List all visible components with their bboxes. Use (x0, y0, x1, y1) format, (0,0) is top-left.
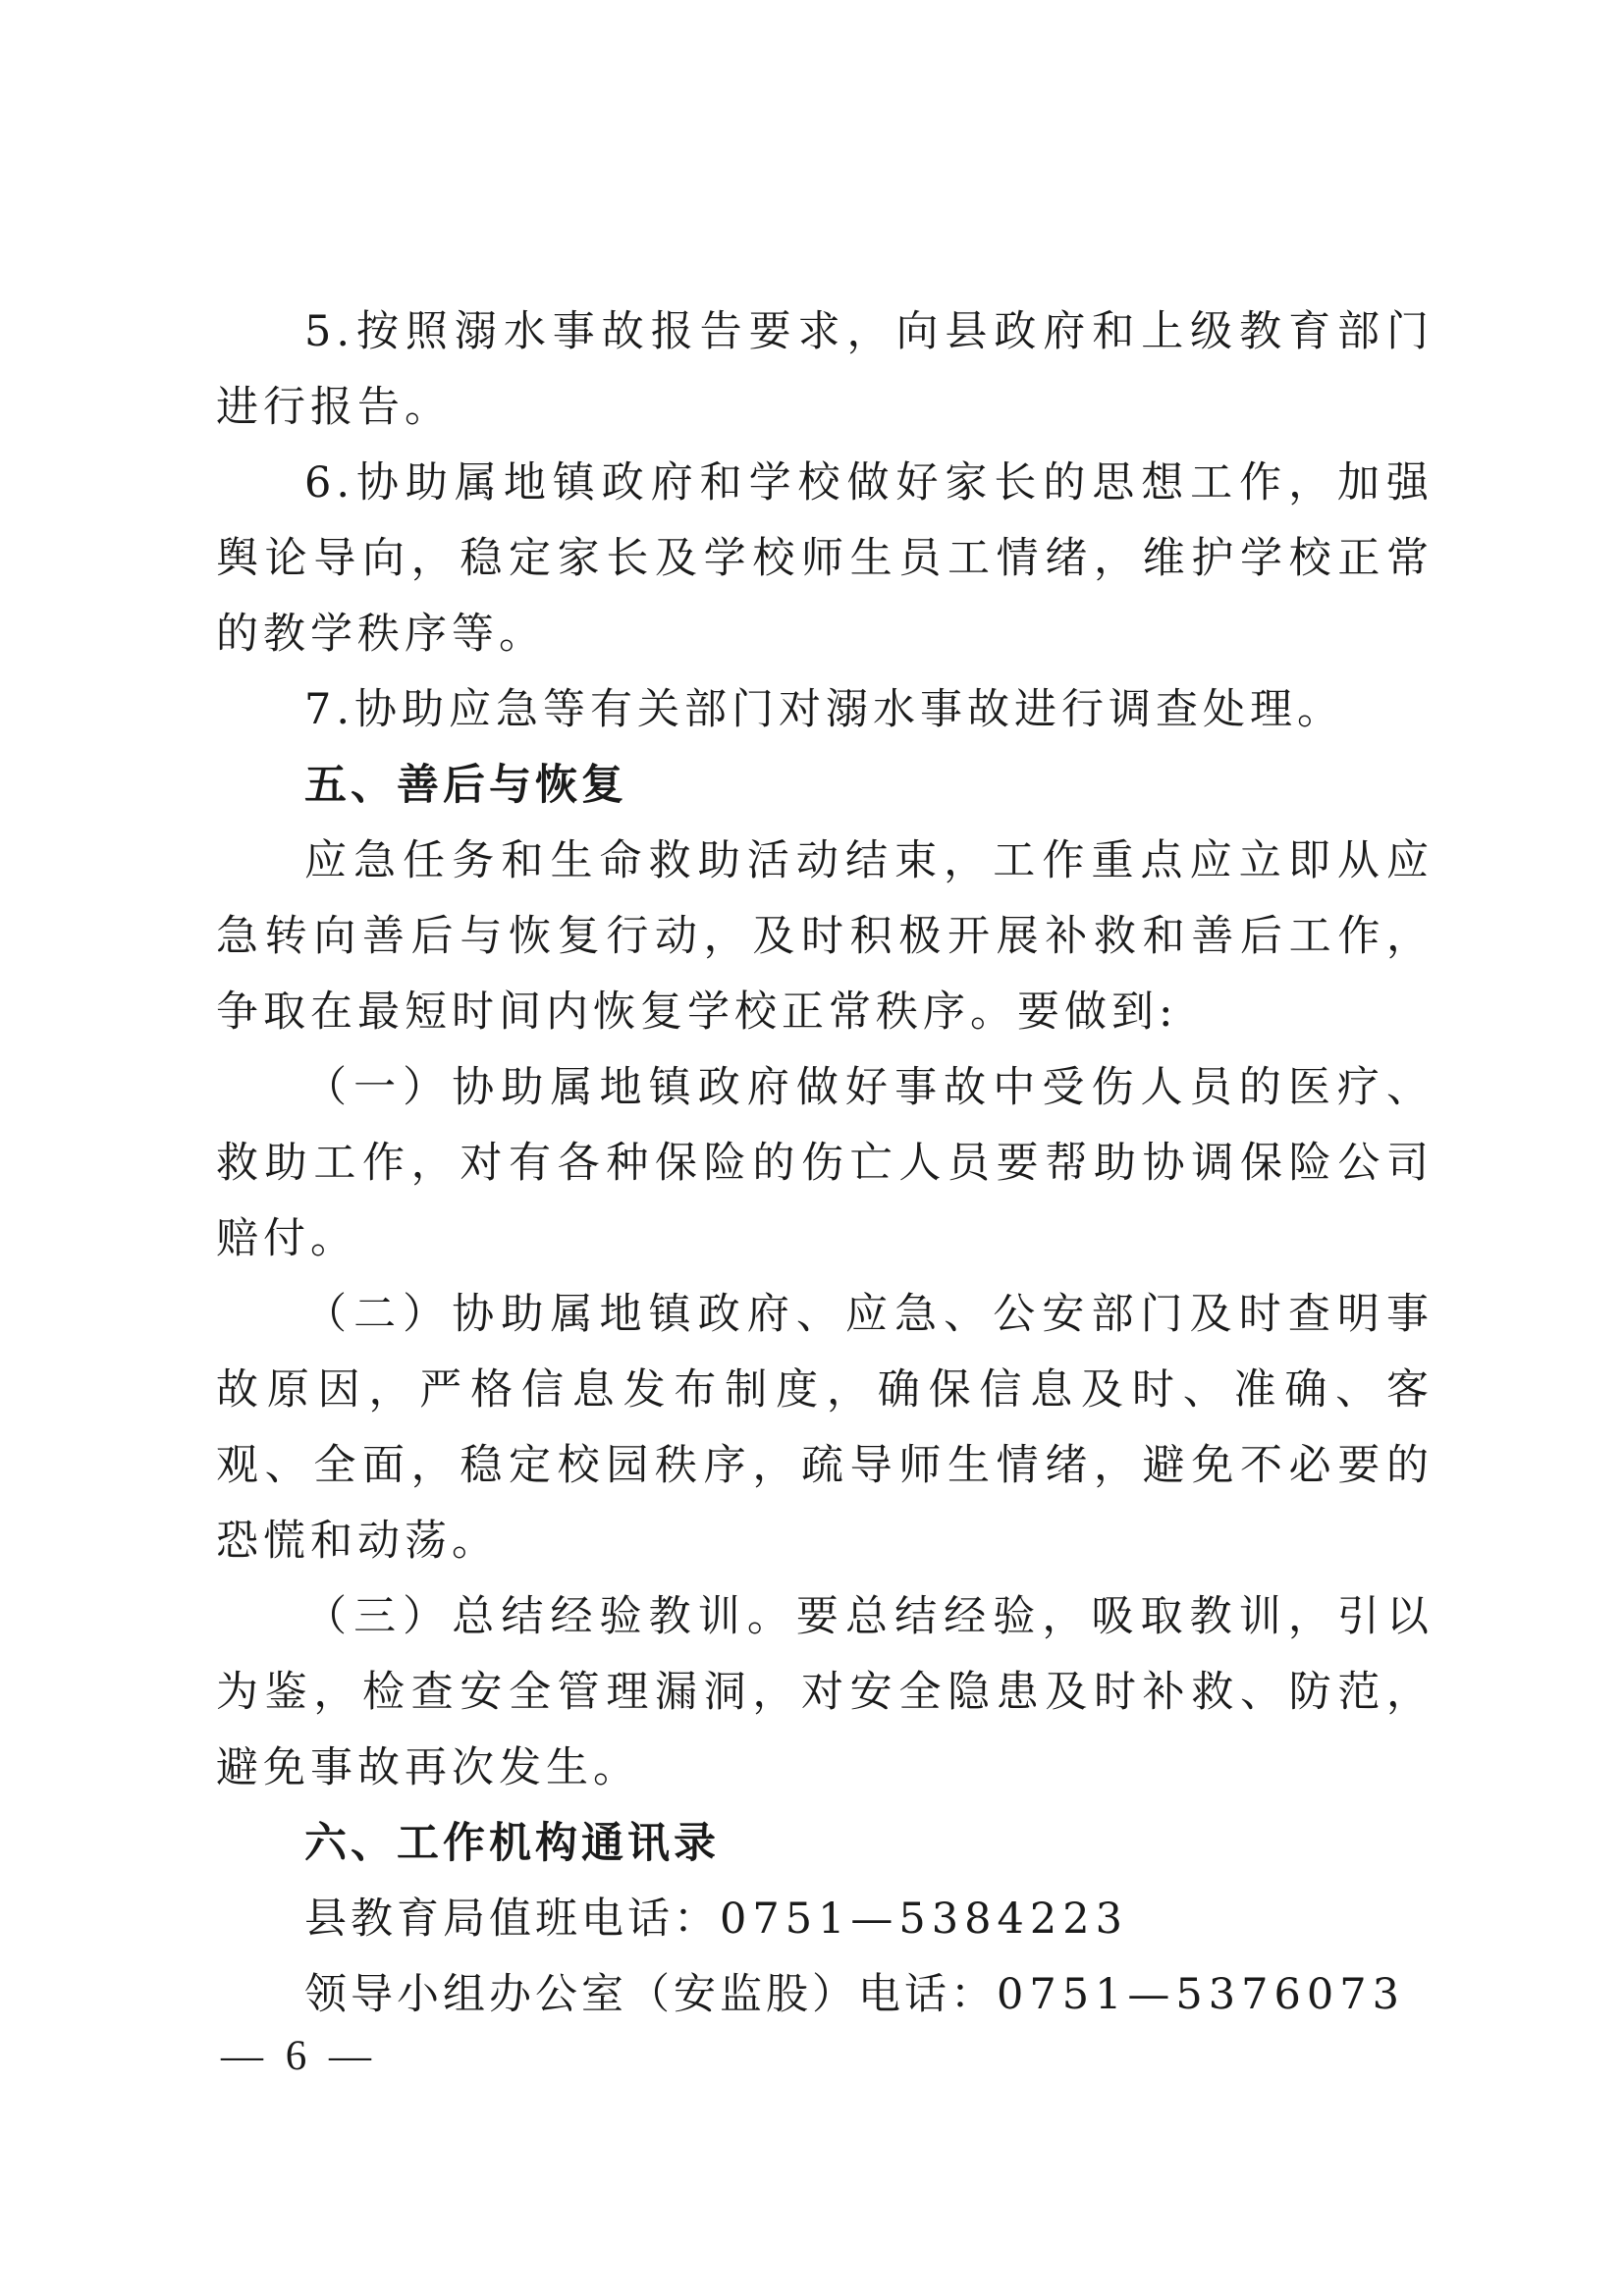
contact-number: 0751—5384223 (720, 1895, 1128, 1944)
item-6-paragraph: 6.协助属地镇政府和学校做好家长的思想工作，加强舆论导向，稳定家长及学校师生员工情绪，维护学校正常的教学秩序等。 (216, 458, 1434, 659)
section-5-heading: 五、善后与恢复 (304, 761, 627, 810)
item-7-paragraph: 7.协助应急等有关部门对溺水事故进行调查处理。 (304, 685, 1345, 734)
contact-number: 0751—5376073 (997, 1970, 1405, 2019)
contact-label: 县教育局值班电话： (304, 1895, 720, 1944)
section-5-point-2-paragraph: （二）协助属地镇政府、应急、公安部门及时查明事故原因，严格信息发布制度，确保信息及时、准确、客观、全面，稳定校园秩序，疏导师生情绪，避免不必要的恐慌和动荡。 (216, 1290, 1434, 1566)
contact-line-office-phone (216, 1957, 1434, 2033)
document-body (216, 294, 1434, 2033)
section-5-point-1-paragraph: （一）协助属地镇政府做好事故中受伤人员的医疗、救助工作，对有各种保险的伤亡人员要帮助协调保险公司赔付。 (216, 1063, 1434, 1263)
contact-label: 领导小组办公室（安监股）电话： (304, 1970, 997, 2019)
page-number: — 6 — (221, 2033, 377, 2079)
section-6-heading: 六、工作机构通讯录 (304, 1819, 720, 1868)
item-5-paragraph: 5.按照溺水事故报告要求，向县政府和上级教育部门进行报告。 (216, 307, 1434, 432)
section-5-intro-paragraph: 应急任务和生命救助活动结束，工作重点应立即从应急转向善后与恢复行动，及时积极开展补救和善后工作，争取在最短时间内恢复学校正常秩序。要做到: (216, 836, 1434, 1037)
section-5-point-3-paragraph: （三）总结经验教训。要总结经验，吸取教训，引以为鉴，检查安全管理漏洞，对安全隐患及时补救、防范，避免事故再次发生。 (216, 1592, 1434, 1792)
contact-line-duty-phone (216, 1882, 1434, 1957)
